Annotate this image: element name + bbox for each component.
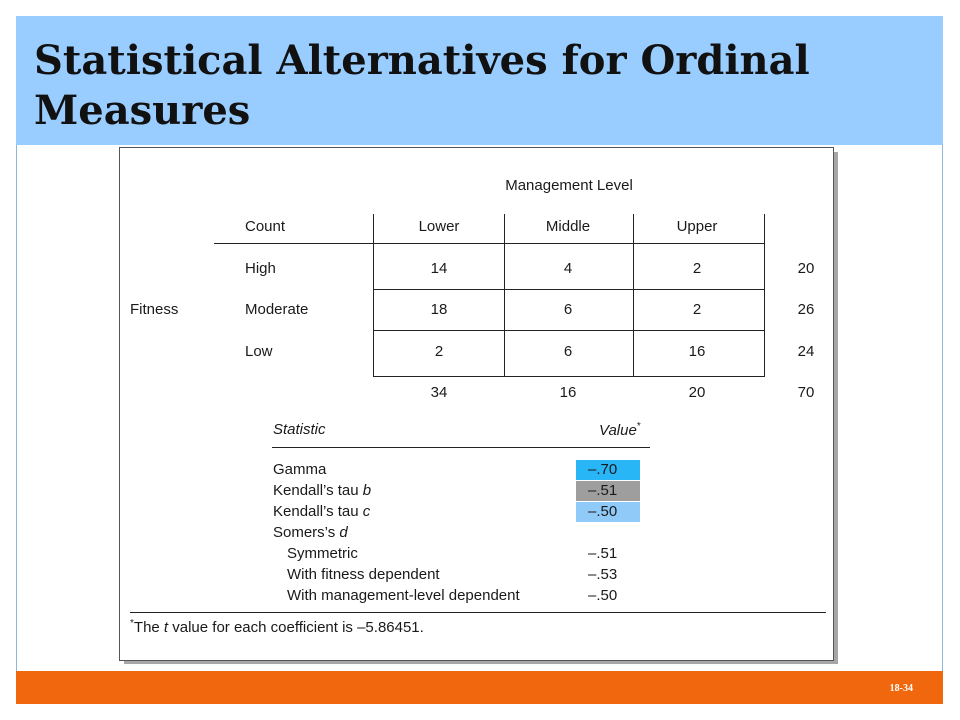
stat-value-symmetric: –.51 [588,545,618,562]
row-label-high: High [245,260,276,277]
stat-label-gamma-text: Gamma [273,461,327,478]
column-header-upper: Upper [676,218,718,235]
stat-label-somers-d [273,524,348,541]
stat-label-tau-b-symbol: b [362,482,372,499]
stat-label-management-dependent: With management-level dependent [287,587,520,604]
row-total-high: 20 [797,260,815,277]
crosstab-row-rule-2 [374,330,765,331]
footnote-rule [130,612,826,613]
stat-label-somers-d-symbol: d [339,524,348,541]
cell-high-middle: 4 [563,260,573,277]
row-label-low: Low [245,343,273,360]
crosstab-bottom-rule [374,376,765,377]
slide-number: 18-34 [889,683,913,694]
column-variable-label: Management Level [505,177,633,194]
cell-low-lower: 2 [434,343,444,360]
stat-label-tau-c-symbol: c [362,503,371,520]
stat-label-symmetric: Symmetric [287,545,358,562]
cell-moderate-upper: 2 [692,301,702,318]
column-header-middle: Middle [545,218,591,235]
cell-low-upper: 16 [688,343,706,360]
stat-value-gamma: –.70 [588,461,618,478]
crosstab-row-rule-1 [374,289,765,290]
grand-total: 70 [797,384,815,401]
row-total-moderate: 26 [797,301,815,318]
slide-title: Statistical Alternatives for Ordinal Measures [34,37,810,134]
stat-label-tau-c-text: Kendall’s tau [273,503,363,520]
cell-high-upper: 2 [692,260,702,277]
cell-moderate-lower: 18 [430,301,448,318]
crosstab-col-rule-1 [373,214,374,377]
row-label-moderate: Moderate [245,301,309,318]
stat-value-fitness-dependent: –.53 [588,566,618,583]
stats-header-rule [272,447,650,448]
column-total-middle: 16 [559,384,577,401]
crosstab-col-rule-2 [504,214,505,377]
corner-label: Count [245,218,286,235]
figure-panel [119,147,834,661]
footnote [130,618,424,636]
footnote-text-start: The [133,619,164,636]
stats-header-statistic: Statistic [273,421,326,438]
footer-bar [16,671,943,704]
cell-low-middle: 6 [563,343,573,360]
stat-label-somers-d-text: Somers’s [273,524,340,541]
crosstab-col-rule-4 [764,214,765,377]
stat-value-tau-c: –.50 [588,503,618,520]
footnote-text-end: value for each coefficient is –5.86451. [168,619,424,636]
cell-moderate-middle: 6 [563,301,573,318]
stat-label-fitness-dependent: With fitness dependent [287,566,440,583]
row-total-low: 24 [797,343,815,360]
footnote-t-symbol: t [163,619,169,636]
column-total-lower: 34 [430,384,448,401]
stat-label-tau-b-text: Kendall’s tau [273,482,363,499]
crosstab-col-rule-3 [633,214,634,377]
footnote-mark: * [130,618,134,629]
stat-label-tau-b [273,482,371,499]
stat-value-tau-b: –.51 [588,482,618,499]
column-total-upper: 20 [688,384,706,401]
stat-label-tau-c [273,503,370,520]
cell-high-lower: 14 [430,260,448,277]
column-header-lower: Lower [418,218,460,235]
row-variable-label: Fitness [130,301,179,318]
stat-value-management-dependent: –.50 [588,587,618,604]
stats-header-value [599,421,641,439]
value-footnote-mark: * [636,421,641,432]
crosstab-header-rule [214,243,764,244]
stats-header-value-text: Value [599,422,637,439]
stat-label-gamma [273,461,326,478]
